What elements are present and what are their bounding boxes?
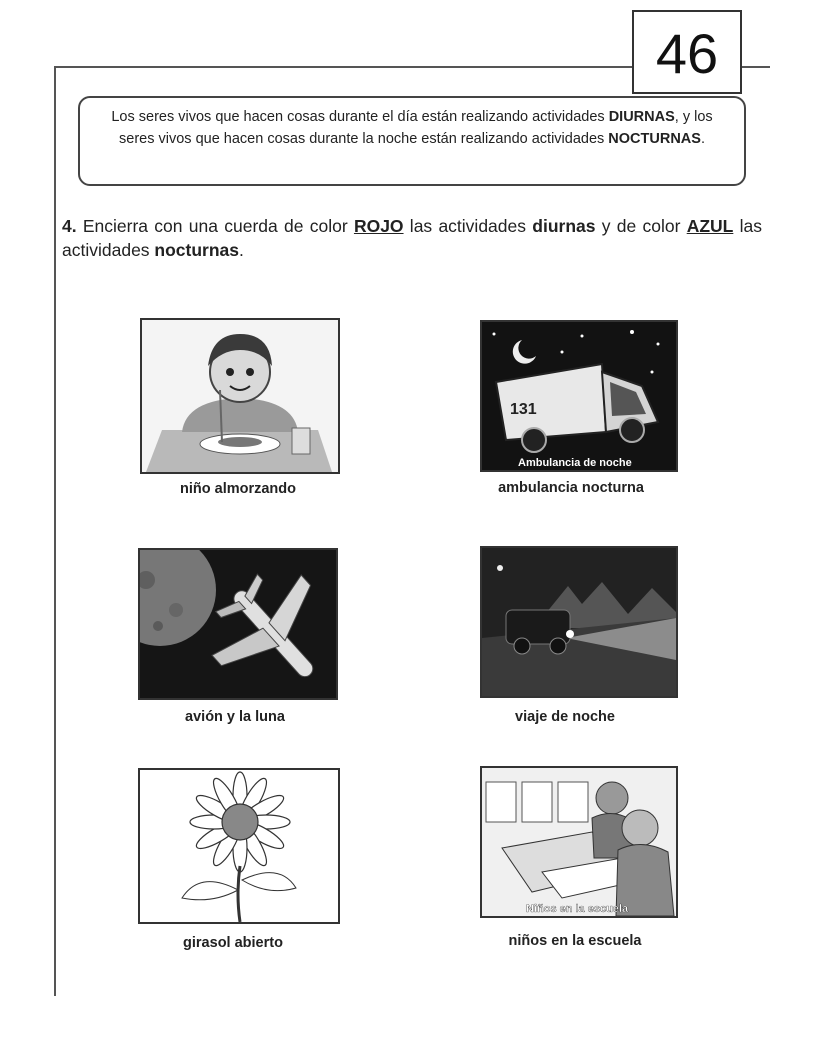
instruction-text-1: Encierra con una cuerda de color: [76, 216, 354, 236]
word-diurnas: diurnas: [532, 216, 596, 236]
school-overlay-label: Niños en la escuela: [526, 903, 629, 915]
image-kids-school[interactable]: [480, 766, 678, 918]
image-ambulance-night[interactable]: [480, 320, 678, 472]
word-nocturnas: nocturnas: [154, 240, 240, 260]
ambulance-night-icon: [482, 322, 676, 470]
ambulance-number: 131: [510, 401, 537, 418]
kids-school-icon: [482, 768, 676, 916]
caption-6: niños en la escuela: [508, 933, 642, 949]
word-rojo: ROJO: [353, 216, 404, 236]
caption-4: viaje de noche: [515, 709, 615, 725]
word-azul: AZUL: [686, 216, 734, 236]
caption-2: ambulancia nocturna: [498, 480, 644, 496]
intro-text-1: Los seres vivos que hacen cosas durante el día están realizando actividades: [111, 109, 609, 125]
instruction-text-2: las actividades: [403, 216, 533, 236]
intro-text-2: , y los seres vivos que hacen cosas durante la noche están realizando actividades: [119, 109, 713, 147]
image-boy-eating[interactable]: [140, 318, 340, 474]
caption-1: niño almorzando: [180, 481, 296, 497]
airplane-moon-icon: [140, 550, 336, 698]
page-number: 46: [632, 10, 742, 94]
caption-3: avión y la luna: [185, 709, 285, 725]
margin-left-line: [54, 68, 56, 996]
instruction-text-5: .: [239, 240, 244, 260]
intro-text-3: .: [700, 131, 705, 147]
instruction-text-3: y de color: [595, 216, 687, 236]
intro-box: [78, 96, 746, 186]
sunflower-icon: [140, 770, 338, 922]
boy-eating-icon: [142, 320, 338, 472]
caption-5: girasol abierto: [183, 935, 283, 951]
image-sunflower[interactable]: [138, 768, 340, 924]
instruction-number: 4.: [62, 216, 77, 236]
instruction-text-4: las actividades: [62, 216, 762, 260]
image-airplane-moon[interactable]: [138, 548, 338, 700]
ambulance-overlay-label: Ambulancia de noche: [518, 457, 632, 469]
instruction: [62, 214, 762, 262]
image-car-night[interactable]: [480, 546, 678, 698]
intro-nocturnas: NOCTURNAS: [608, 131, 701, 147]
intro-diurnas: DIURNAS: [608, 109, 675, 125]
car-night-icon: [482, 548, 676, 696]
